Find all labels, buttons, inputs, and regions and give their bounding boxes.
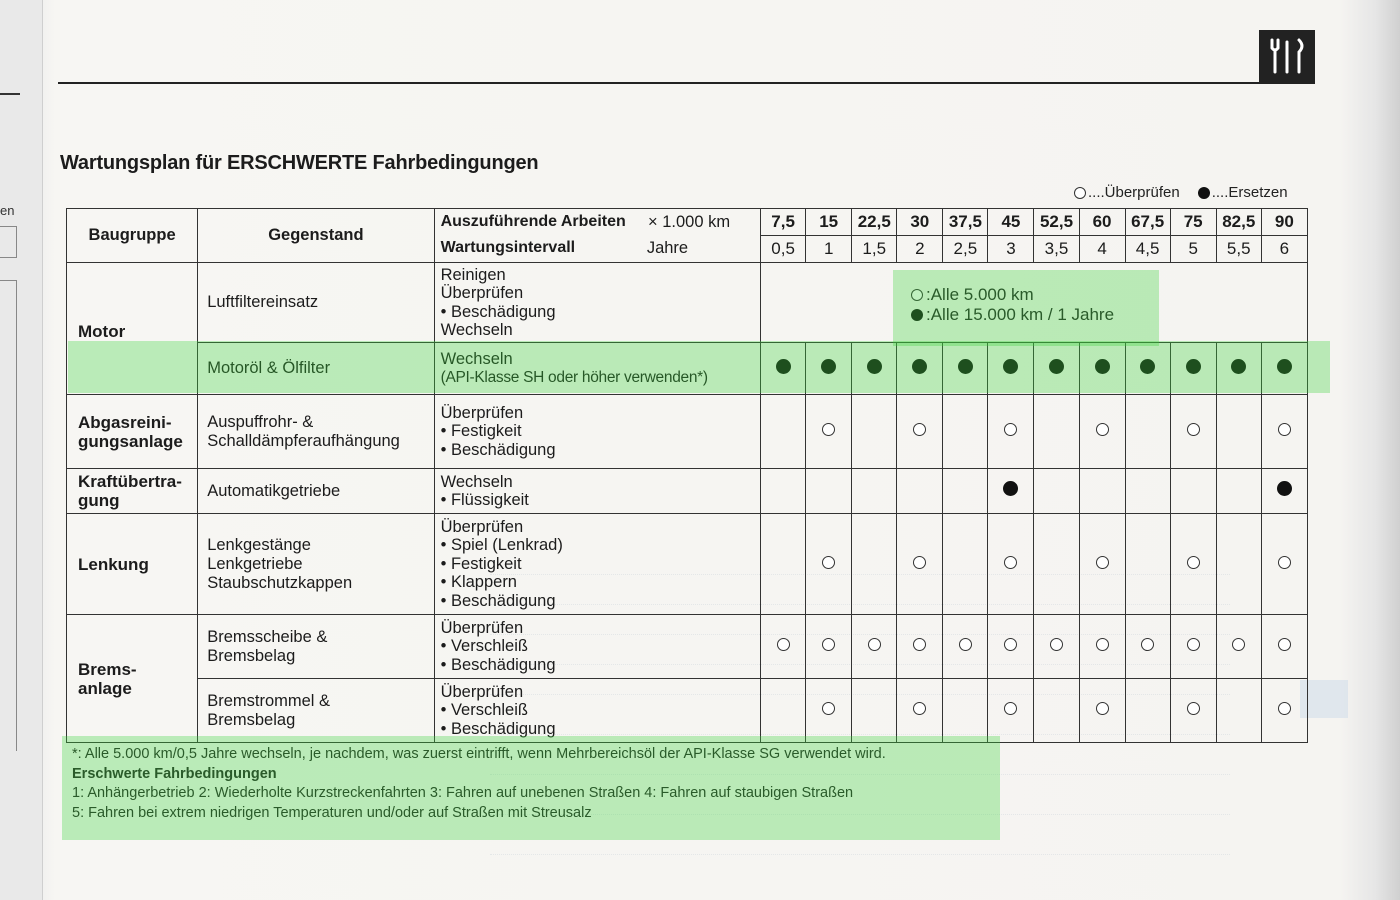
item-cell: Bremstrommel & Bremsbelag: [198, 679, 434, 743]
check-mark-cell: [1125, 615, 1170, 679]
interval-note: :Alle 5.000 km :Alle 15.000 km / 1 Jahre: [911, 285, 1114, 325]
km-cell: 82,5: [1216, 209, 1261, 236]
check-mark-cell: [1261, 679, 1307, 743]
open-circle-icon: [913, 556, 926, 569]
legend-check: ....Überprüfen: [1074, 184, 1180, 201]
legend: [1074, 184, 1288, 201]
empty-mark-cell: [852, 679, 897, 743]
check-mark-cell: [1170, 514, 1216, 615]
empty-mark-cell: [761, 679, 806, 743]
filled-circle-icon: [1140, 359, 1155, 374]
empty-mark-cell: [1079, 469, 1125, 514]
km-cell: 75: [1170, 209, 1216, 236]
km-cell: 60: [1079, 209, 1125, 236]
empty-mark-cell: [1034, 679, 1079, 743]
replace-mark-cell: [897, 343, 943, 395]
open-circle-icon: [1004, 702, 1017, 715]
empty-mark-cell: [943, 395, 988, 469]
check-mark-cell: [806, 514, 852, 615]
filled-circle-icon: [911, 309, 923, 321]
empty-mark-cell: [852, 514, 897, 615]
empty-mark-cell: [1034, 395, 1079, 469]
table-row: [67, 469, 1308, 514]
open-circle-icon: [822, 556, 835, 569]
check-mark-cell: [1034, 615, 1079, 679]
year-cell: 6: [1261, 236, 1307, 263]
replace-mark-cell: [852, 343, 897, 395]
check-mark-cell: [1170, 395, 1216, 469]
year-cell: 0,5: [761, 236, 806, 263]
open-circle-icon: [1004, 638, 1017, 651]
check-mark-cell: [806, 679, 852, 743]
open-circle-icon: [1096, 638, 1109, 651]
open-circle-icon: [913, 702, 926, 715]
page-title: Wartungsplan für ERSCHWERTE Fahrbedingungen: [60, 152, 539, 174]
replace-mark-cell: [1170, 343, 1216, 395]
open-circle-icon: [1050, 638, 1063, 651]
open-circle-icon: [1187, 702, 1200, 715]
empty-mark-cell: [761, 395, 806, 469]
filled-circle-icon: [1186, 359, 1201, 374]
filled-circle-icon: [912, 359, 927, 374]
item-cell: Auspuffrohr- & Schalldämpferaufhängung: [198, 395, 434, 469]
empty-mark-cell: [1125, 679, 1170, 743]
filled-circle-icon: [958, 359, 973, 374]
check-mark-cell: [1261, 395, 1307, 469]
replace-mark-cell: [943, 343, 988, 395]
open-circle-icon: [1278, 423, 1291, 436]
header-row-km: [67, 209, 1308, 236]
group-cell-lenkung: Lenkung: [67, 514, 198, 615]
open-circle-icon: [1278, 556, 1291, 569]
work-cell: Wechseln (API-Klasse SH oder höher verwenden*): [434, 343, 761, 395]
filled-circle-icon: [1095, 359, 1110, 374]
replace-mark-cell: [1261, 469, 1307, 514]
empty-mark-cell: [943, 679, 988, 743]
replace-mark-cell: [1261, 343, 1307, 395]
empty-mark-cell: [1216, 469, 1261, 514]
open-circle-icon: [1074, 187, 1086, 199]
table-row: [67, 679, 1308, 743]
empty-mark-cell: [897, 469, 943, 514]
group-cell-kraft: Kraftübertra- gung: [67, 469, 198, 514]
year-cell: 4: [1079, 236, 1125, 263]
prev-page-frame: [0, 280, 17, 751]
empty-mark-cell: [852, 395, 897, 469]
replace-mark-cell: [988, 469, 1034, 514]
group-cell-brems: Brems- anlage: [67, 615, 198, 743]
work-cell: Überprüfen • Spiel (Lenkrad) • Festigkeit • Klappern • Beschädigung: [434, 514, 761, 615]
empty-mark-cell: [943, 469, 988, 514]
table-row: [67, 343, 1308, 395]
prev-page-box: [0, 226, 17, 258]
replace-mark-cell: [1125, 343, 1170, 395]
empty-mark-cell: [1034, 514, 1079, 615]
prev-page-rule: [0, 93, 20, 95]
open-circle-icon: [1187, 556, 1200, 569]
group-cell-abgas: Abgasreini- gungsanlage: [67, 395, 198, 469]
open-circle-icon: [1187, 638, 1200, 651]
filled-circle-icon: [1198, 187, 1210, 199]
header-gegenstand: Gegenstand: [198, 209, 434, 263]
item-cell: Bremsscheibe & Bremsbelag: [198, 615, 434, 679]
year-cell: 1,5: [852, 236, 897, 263]
km-cell: 22,5: [852, 209, 897, 236]
work-cell: Reinigen Überprüfen • Beschädigung Wechseln: [434, 263, 761, 343]
check-mark-cell: [897, 679, 943, 743]
item-cell: Luftfiltereinsatz: [198, 263, 434, 343]
check-mark-cell: [1170, 615, 1216, 679]
filled-circle-icon: [1049, 359, 1064, 374]
check-mark-cell: [761, 615, 806, 679]
previous-page-edge: [0, 0, 43, 900]
open-circle-icon: [1278, 638, 1291, 651]
table-row: [67, 395, 1308, 469]
replace-mark-cell: [1034, 343, 1079, 395]
check-mark-cell: [988, 395, 1034, 469]
open-circle-icon: [1096, 702, 1109, 715]
check-mark-cell: [1079, 679, 1125, 743]
open-circle-icon: [1278, 702, 1291, 715]
open-circle-icon: [1004, 556, 1017, 569]
empty-mark-cell: [761, 514, 806, 615]
km-cell: 30: [897, 209, 943, 236]
item-cell: Lenkgestänge Lenkgetriebe Staubschutzkappen: [198, 514, 434, 615]
empty-mark-cell: [1125, 395, 1170, 469]
open-circle-icon: [1096, 423, 1109, 436]
item-cell: Automatikgetriebe: [198, 469, 434, 514]
header-arbeiten: Auszuführende Arbeiten × 1.000 km: [434, 209, 761, 236]
check-mark-cell: [1261, 514, 1307, 615]
check-mark-cell: [897, 395, 943, 469]
year-cell: 3,5: [1034, 236, 1079, 263]
replace-mark-cell: [761, 343, 806, 395]
group-cell-motor: Motor: [67, 263, 198, 395]
open-circle-icon: [868, 638, 881, 651]
km-cell: 37,5: [943, 209, 988, 236]
tools-icon: [1259, 30, 1315, 82]
open-circle-icon: [1096, 556, 1109, 569]
filled-circle-icon: [1277, 481, 1292, 496]
legend-replace: ....Ersetzen: [1198, 184, 1288, 201]
check-mark-cell: [1170, 679, 1216, 743]
open-circle-icon: [777, 638, 790, 651]
table-row: [67, 615, 1308, 679]
empty-mark-cell: [852, 469, 897, 514]
maintenance-table: [66, 208, 1308, 743]
footnotes: *: Alle 5.000 km/0,5 Jahre wechseln, je nachdem, was zuerst eintrifft, wenn Mehrbereichsöl der API-Klasse SG verwendet wird. Erschwerte Fahrbedingungen 1: Anhängerbetrieb 2: Wiederholte Kurzstreckenfahrten 3: Fahren auf unebenen Straßen 4: Fahren auf staubigen Straßen 5: Fahren bei extrem niedrigen Temperaturen und/oder auf Straßen mit Streusalz: [72, 746, 886, 821]
check-mark-cell: [806, 395, 852, 469]
header-interval: Wartungsintervall Jahre: [434, 236, 761, 263]
filled-circle-icon: [821, 359, 836, 374]
km-cell: 7,5: [761, 209, 806, 236]
table-row: [67, 263, 1308, 343]
check-mark-cell: [897, 615, 943, 679]
check-mark-cell: [988, 679, 1034, 743]
replace-mark-cell: [1216, 343, 1261, 395]
year-cell: 1: [806, 236, 852, 263]
filled-circle-icon: [1231, 359, 1246, 374]
km-cell: 15: [806, 209, 852, 236]
check-mark-cell: [1216, 615, 1261, 679]
open-circle-icon: [913, 423, 926, 436]
empty-mark-cell: [761, 469, 806, 514]
check-mark-cell: [943, 615, 988, 679]
year-cell: 5: [1170, 236, 1216, 263]
header-baugruppe: Baugruppe: [67, 209, 198, 263]
year-cell: 5,5: [1216, 236, 1261, 263]
check-mark-cell: [988, 615, 1034, 679]
filled-circle-icon: [776, 359, 791, 374]
work-cell: Überprüfen • Verschleiß • Beschädigung: [434, 679, 761, 743]
year-cell: 3: [988, 236, 1034, 263]
prev-page-text: en: [0, 203, 15, 218]
check-mark-cell: [988, 514, 1034, 615]
check-mark-cell: [897, 514, 943, 615]
open-circle-icon: [959, 638, 972, 651]
empty-mark-cell: [1125, 469, 1170, 514]
filled-circle-icon: [1277, 359, 1292, 374]
km-cell: 52,5: [1034, 209, 1079, 236]
open-circle-icon: [1141, 638, 1154, 651]
work-cell: Überprüfen • Festigkeit • Beschädigung: [434, 395, 761, 469]
filled-circle-icon: [1003, 359, 1018, 374]
year-cell: 4,5: [1125, 236, 1170, 263]
empty-mark-cell: [1034, 469, 1079, 514]
filled-circle-icon: [1003, 481, 1018, 496]
empty-mark-cell: [1216, 514, 1261, 615]
empty-mark-cell: [1216, 679, 1261, 743]
open-circle-icon: [822, 423, 835, 436]
check-mark-cell: [1079, 514, 1125, 615]
year-cell: 2: [897, 236, 943, 263]
replace-mark-cell: [806, 343, 852, 395]
empty-mark-cell: [1216, 395, 1261, 469]
check-mark-cell: [806, 615, 852, 679]
filled-circle-icon: [867, 359, 882, 374]
header-rule: [58, 82, 1315, 84]
replace-mark-cell: [1079, 343, 1125, 395]
empty-mark-cell: [1170, 469, 1216, 514]
km-cell: 90: [1261, 209, 1307, 236]
table-row: [67, 514, 1308, 615]
check-mark-cell: [1261, 615, 1307, 679]
open-circle-icon: [1004, 423, 1017, 436]
check-mark-cell: [1079, 395, 1125, 469]
open-circle-icon: [1232, 638, 1245, 651]
open-circle-icon: [911, 289, 923, 301]
year-cell: 2,5: [943, 236, 988, 263]
empty-mark-cell: [806, 469, 852, 514]
replace-mark-cell: [988, 343, 1034, 395]
open-circle-icon: [822, 702, 835, 715]
open-circle-icon: [822, 638, 835, 651]
open-circle-icon: [913, 638, 926, 651]
item-cell: Motoröl & Ölfilter: [198, 343, 434, 395]
km-cell: 67,5: [1125, 209, 1170, 236]
empty-mark-cell: [943, 514, 988, 615]
work-cell: Überprüfen • Verschleiß • Beschädigung: [434, 615, 761, 679]
check-mark-cell: [852, 615, 897, 679]
work-cell: Wechseln • Flüssigkeit: [434, 469, 761, 514]
check-mark-cell: [1079, 615, 1125, 679]
open-circle-icon: [1187, 423, 1200, 436]
empty-mark-cell: [1125, 514, 1170, 615]
km-cell: 45: [988, 209, 1034, 236]
